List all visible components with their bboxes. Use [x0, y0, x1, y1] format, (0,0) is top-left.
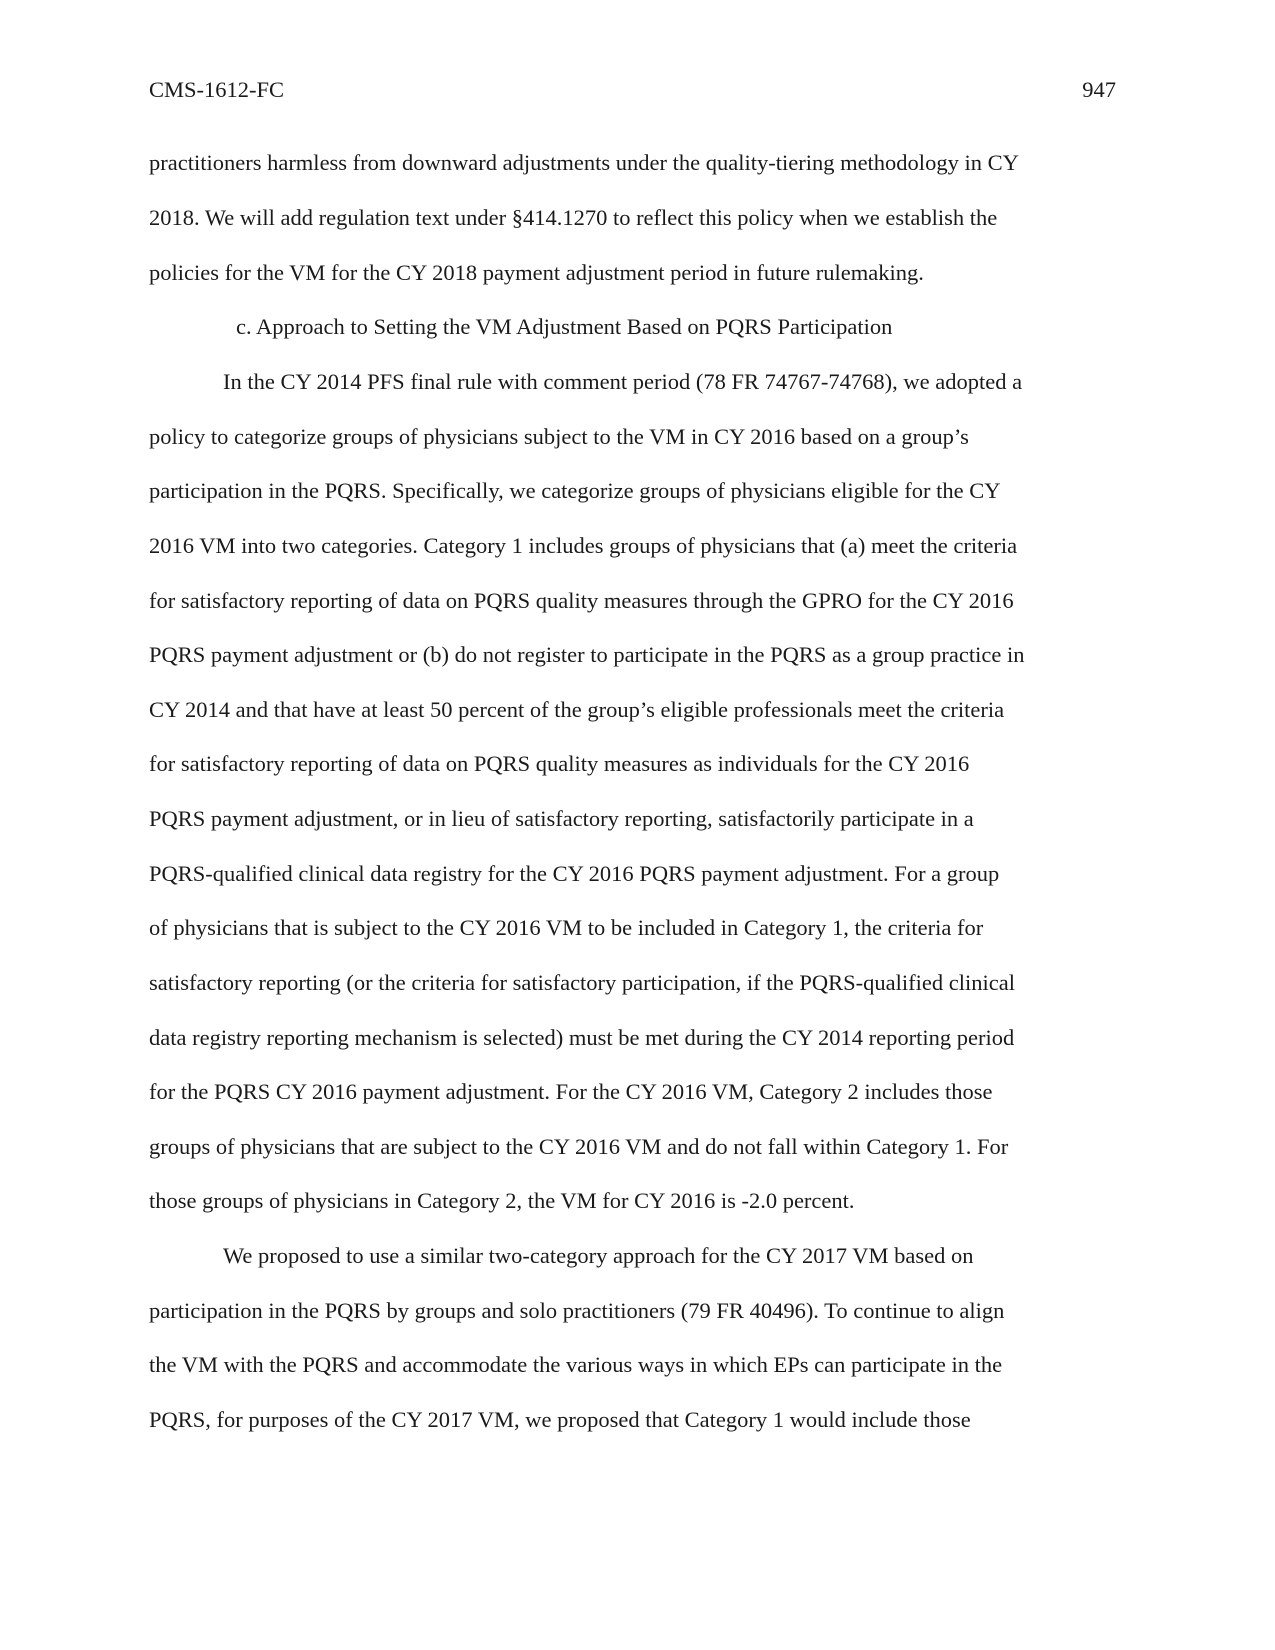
section-heading: c. Approach to Setting the VM Adjustment Based on PQRS Participation [236, 314, 893, 339]
paragraph-first-line: We proposed to use a similar two-category approach for the CY 2017 VM based on [223, 1243, 974, 1268]
paragraph-first-line: In the CY 2014 PFS final rule with comment period (78 FR 74767-74768), we adopted a [223, 369, 1023, 394]
docket-number: CMS-1612-FC [149, 77, 285, 102]
page-number: 947 [1082, 77, 1116, 102]
body-text-line: 2018. We will add regulation text under §414.1270 to reflect this policy when we establish the [149, 205, 998, 230]
body-text-line: those groups of physicians in Category 2, the VM for CY 2016 is -2.0 percent. [149, 1188, 855, 1213]
body-text-line: PQRS payment adjustment, or in lieu of satisfactory reporting, satisfactorily participate in a [149, 806, 974, 831]
body-text-line: for satisfactory reporting of data on PQRS quality measures as individuals for the CY 2016 [149, 751, 970, 776]
body-text-line: satisfactory reporting (or the criteria for satisfactory participation, if the PQRS-qualified clinical [149, 970, 1015, 995]
body-text-line: policy to categorize groups of physicians subject to the VM in CY 2016 based on a group’s [149, 424, 969, 449]
body-text-line: groups of physicians that are subject to the CY 2016 VM and do not fall within Category 1. For [149, 1134, 1009, 1159]
body-text-line: participation in the PQRS. Specifically, we categorize groups of physicians eligible for the CY [149, 478, 1001, 503]
body-text-line: data registry reporting mechanism is selected) must be met during the CY 2014 reporting period [149, 1025, 1015, 1050]
body-text-line: practitioners harmless from downward adjustments under the quality-tiering methodology in CY [149, 150, 1019, 175]
body-text-line: 2016 VM into two categories. Category 1 includes groups of physicians that (a) meet the criteria [149, 533, 1018, 558]
body-text-line: CY 2014 and that have at least 50 percent of the group’s eligible professionals meet the criteria [149, 697, 1005, 722]
body-text-line: for satisfactory reporting of data on PQRS quality measures through the GPRO for the CY 2016 [149, 588, 1014, 613]
page-header [149, 72, 1116, 108]
body-text-line: for the PQRS CY 2016 payment adjustment. For the CY 2016 VM, Category 2 includes those [149, 1079, 993, 1104]
body-text-line: PQRS-qualified clinical data registry for the CY 2016 PQRS payment adjustment. For a group [149, 861, 1000, 886]
body-text-line: participation in the PQRS by groups and solo practitioners (79 FR 40496). To continue to align [149, 1298, 1005, 1323]
body-text-line: the VM with the PQRS and accommodate the various ways in which EPs can participate in the [149, 1352, 1003, 1377]
body-text-line: of physicians that is subject to the CY 2016 VM to be included in Category 1, the criteria for [149, 915, 984, 940]
body-text-line: PQRS payment adjustment or (b) do not register to participate in the PQRS as a group practice in [149, 642, 1025, 667]
body-text-line: policies for the VM for the CY 2018 payment adjustment period in future rulemaking. [149, 260, 924, 285]
body-text-line: PQRS, for purposes of the CY 2017 VM, we proposed that Category 1 would include those [149, 1407, 971, 1432]
